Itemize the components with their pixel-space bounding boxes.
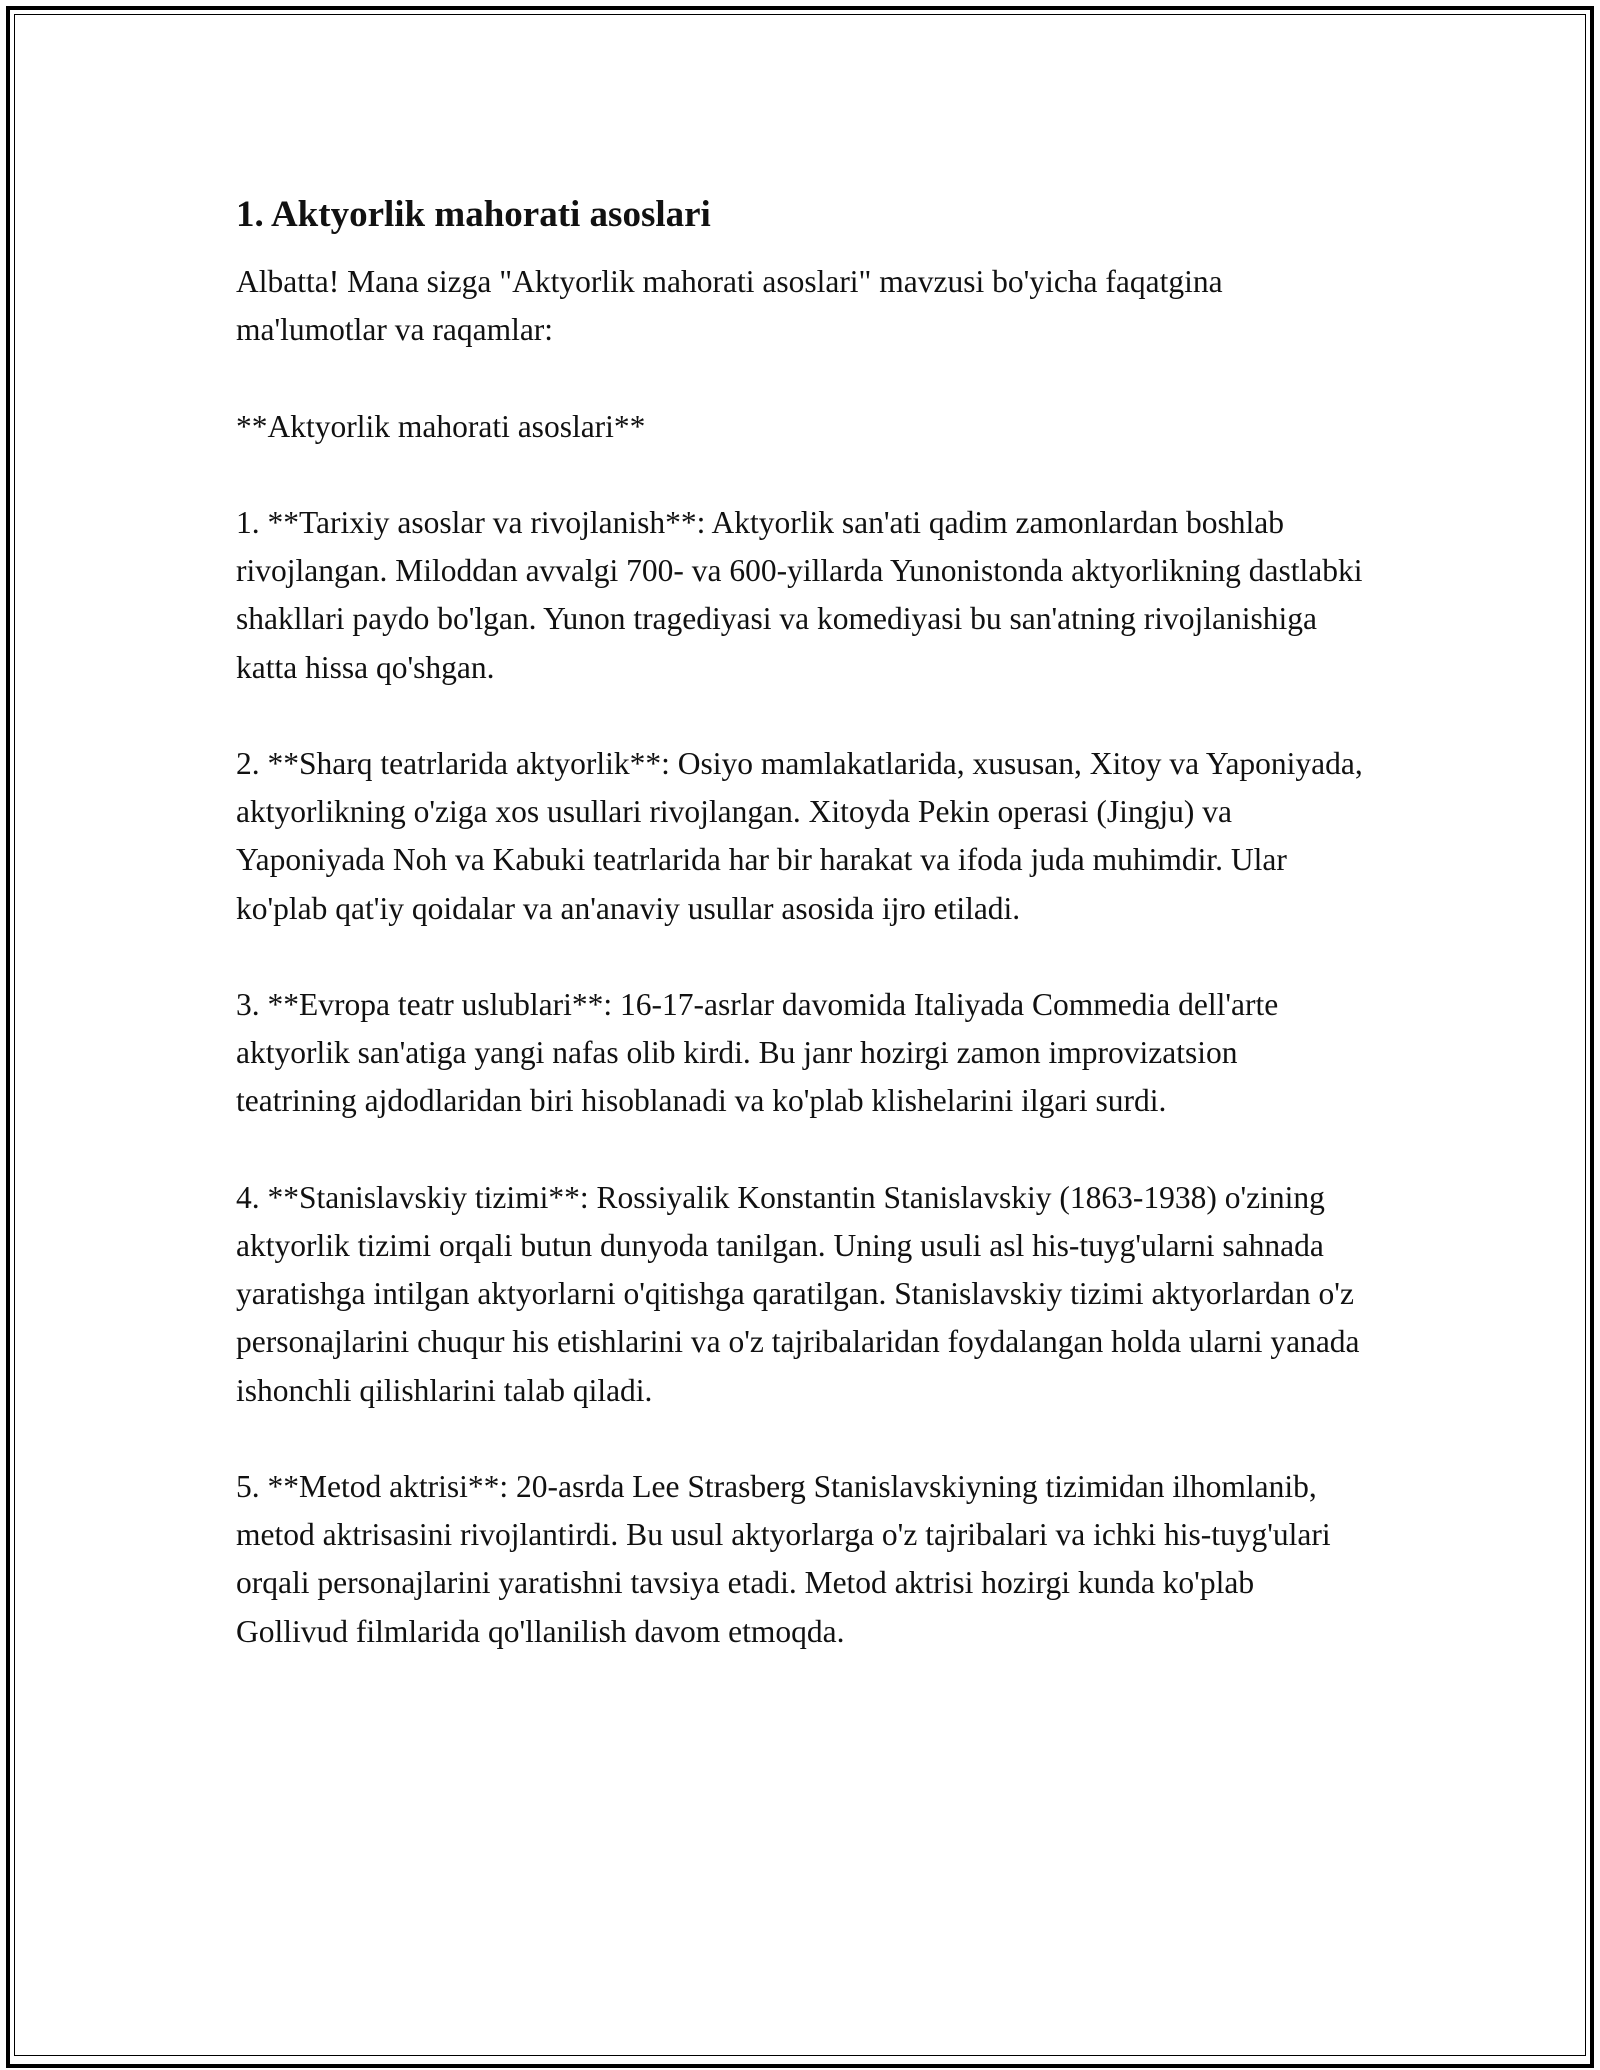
document-body — [236, 188, 1366, 1704]
topic-title-paragraph: **Aktyorlik mahorati asoslari** — [236, 408, 646, 444]
list-item-european-styles: 3. **Evropa teatr uslublari**: 16-17-asrlar davomida Italiyada Commedia dell'arte aktyorlik san'atiga yangi nafas olib kirdi. Bu janr hozirgi zamon improvizatsion teatrining ajdodlaridan biri hisoblanadi va ko'plab klishelarini ilgari surdi. — [236, 986, 1279, 1119]
intro-paragraph: Albatta! Mana sizga "Aktyorlik mahorati asoslari" mavzusi bo'yicha faqatgina ma'lumotlar va raqamlar: — [236, 264, 1223, 348]
section-heading: 1. Aktyorlik mahorati asoslari — [236, 194, 711, 235]
list-item-stanislavsky-system: 4. **Stanislavskiy tizimi**: Rossiyalik Konstantin Stanislavskiy (1863-1938) o'zining aktyorlik tizimi orqali butun dunyoda tanilgan. Uning usuli asl his-tuyg'ularni sahnada yaratishga intilgan aktyorlarni o'qitishga qaratilgan. Stanislavskiy tizimi aktyorlardan o'z personajlarini chuqur his etishlarini va o'z tajribalaridan foydalangan holda ularni yanada ishonchli qilishlarini talab qiladi. — [236, 1179, 1360, 1408]
list-item-eastern-theatre: 2. **Sharq teatrlarida aktyorlik**: Osiyo mamlakatlarida, xususan, Xitoy va Yaponiyada, aktyorlikning o'ziga xos usullari rivojlangan. Xitoyda Pekin operasi (Jingju) va Yaponiyada Noh va Kabuki teatrlarida har bir harakat va ifoda juda muhimdir. Ular ko'plab qat'iy qoidalar va an'anaviy usullar asosida ijro etiladi. — [236, 745, 1363, 926]
list-item-history: 1. **Tarixiy asoslar va rivojlanish**: Aktyorlik san'ati qadim zamonlardan boshlab rivojlangan. Miloddan avvalgi 700- va 600-yillarda Yunonistonda aktyorlikning dastlabki shakllari paydo bo'lgan. Yunon tragediyasi va komediyasi bu san'atning rivojlanishiga katta hissa qo'shgan. — [236, 504, 1363, 685]
list-item-method-acting: 5. **Metod aktrisi**: 20-asrda Lee Strasberg Stanislavskiyning tizimidan ilhomlanib, metod aktrisasini rivojlantirdi. Bu usul aktyorlarga o'z tajribalari va ichki his-tuyg'ulari orqali personajlarini yaratishni tavsiya etadi. Metod aktrisi hozirgi kunda ko'plab Gollivud filmlarida qo'llanilish davom etmoqda. — [236, 1468, 1331, 1649]
